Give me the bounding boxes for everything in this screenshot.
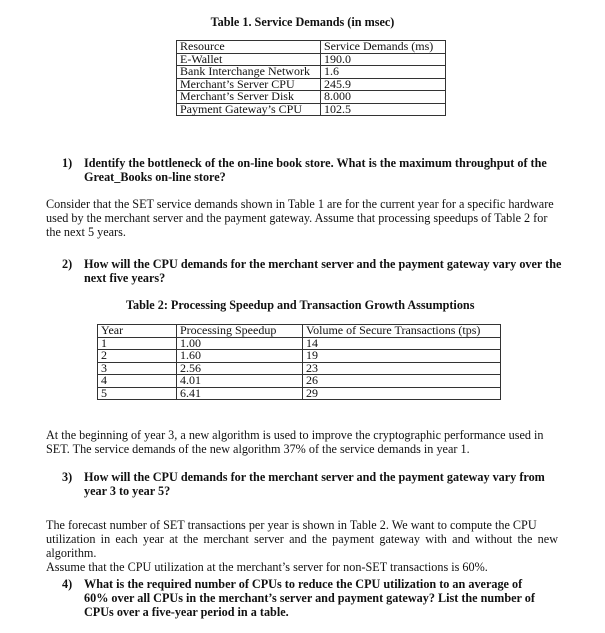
question-text [84, 156, 547, 184]
table2-caption: Table 2: Processing Speedup and Transaction Growth Assumptions [126, 298, 475, 312]
cell-year: 5 [98, 387, 177, 400]
question-line: Great_Books on-line store? [84, 170, 226, 184]
paragraph-3 [46, 518, 558, 574]
service-demands-table [176, 40, 446, 116]
header-resource: Resource [177, 41, 321, 54]
table1-caption: Table 1. Service Demands (in msec) [210, 15, 395, 29]
question-line: next five years? [84, 271, 166, 285]
question-line: What is the required number of CPUs to reduce the CPU utilization to an average of [84, 577, 523, 591]
question-line: year 3 to year 5? [84, 484, 171, 498]
table-row [177, 103, 446, 116]
table-row [98, 362, 501, 375]
cell-resource: Merchant’s Server CPU [177, 78, 321, 91]
question-1 [62, 156, 582, 188]
cell-volume: 29 [303, 387, 501, 400]
paragraph-line: used by the merchant server and the payment gateway. Assume that processing speedups of Table 2 for [46, 211, 548, 225]
paragraph-line: the next 5 years. [46, 225, 126, 239]
question-line: Identify the bottleneck of the on-line book store. What is the maximum throughput of the [84, 156, 547, 170]
paragraph-line: SET. The service demands of the new algorithm 37% of the service demands in year 1. [46, 442, 470, 456]
cell-demand: 190.0 [321, 53, 446, 66]
cell-speedup: 2.56 [177, 362, 303, 375]
cell-volume: 14 [303, 337, 501, 350]
cell-speedup: 1.60 [177, 350, 303, 363]
paragraph-line: At the beginning of year 3, a new algorithm is used to improve the cryptographic performance used in [46, 428, 544, 442]
cell-demand: 102.5 [321, 103, 446, 116]
cell-speedup: 4.01 [177, 375, 303, 388]
question-number: 4) [62, 577, 73, 591]
header-volume: Volume of Secure Transactions (tps) [303, 325, 501, 338]
question-line: 60% over all CPUs in the merchant’s server and payment gateway? List the number of [84, 591, 535, 605]
paragraph-line: The forecast number of SET transactions per year is shown in Table 2. We want to compute the CPU [46, 518, 537, 532]
header-service-demands: Service Demands (ms) [321, 41, 446, 54]
question-line: How will the CPU demands for the merchant server and the payment gateway vary from [84, 470, 545, 484]
cell-volume: 23 [303, 362, 501, 375]
paragraph-line: Consider that the SET service demands shown in Table 1 are for the current year for a specific hardware [46, 197, 554, 211]
question-number: 2) [62, 257, 73, 271]
cell-resource: Merchant’s Server Disk [177, 91, 321, 104]
question-text [84, 577, 535, 619]
paragraph-1 [46, 197, 558, 239]
cell-volume: 19 [303, 350, 501, 363]
table-row [98, 387, 501, 400]
cell-year: 2 [98, 350, 177, 363]
question-number: 3) [62, 470, 73, 484]
question-4 [62, 577, 582, 625]
table-row [98, 337, 501, 350]
header-year: Year [98, 325, 177, 338]
question-line: CPUs over a five-year period in a table. [84, 605, 289, 619]
cell-speedup: 6.41 [177, 387, 303, 400]
table-header-row [98, 325, 501, 338]
table-row [98, 375, 501, 388]
cell-demand: 1.6 [321, 66, 446, 79]
speedup-growth-table [97, 324, 501, 400]
cell-year: 3 [98, 362, 177, 375]
cell-demand: 245.9 [321, 78, 446, 91]
cell-resource: E-Wallet [177, 53, 321, 66]
cell-resource: Bank Interchange Network [177, 66, 321, 79]
paragraph-line: utilization in each year at the merchant server and the payment gateway with and without the new algorithm. [46, 532, 558, 560]
cell-speedup: 1.00 [177, 337, 303, 350]
paragraph-2 [46, 428, 558, 456]
table-row [98, 350, 501, 363]
question-text [84, 470, 545, 498]
cell-demand: 8.000 [321, 91, 446, 104]
cell-year: 4 [98, 375, 177, 388]
question-text [84, 257, 561, 285]
paragraph-line: Assume that the CPU utilization at the merchant’s server for non-SET transactions is 60%. [46, 560, 488, 574]
cell-year: 1 [98, 337, 177, 350]
header-processing-speedup: Processing Speedup [177, 325, 303, 338]
question-number: 1) [62, 156, 73, 170]
question-2 [62, 257, 582, 289]
cell-volume: 26 [303, 375, 501, 388]
question-3 [62, 470, 582, 502]
question-line: How will the CPU demands for the merchant server and the payment gateway vary over the [84, 257, 562, 271]
cell-resource: Payment Gateway’s CPU [177, 103, 321, 116]
